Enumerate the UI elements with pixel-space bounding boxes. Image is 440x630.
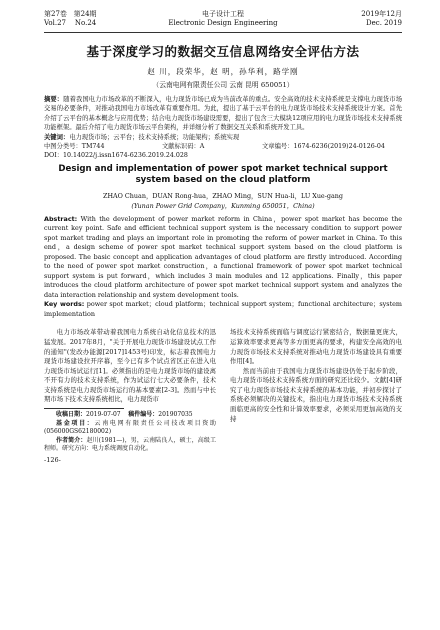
abstract-cn-block <box>44 95 402 142</box>
running-header <box>44 10 402 32</box>
doi: DOI：10.14022/j.issn1674-6236.2019.24.028 <box>44 152 188 160</box>
paper-title-cn: 基于深度学习的数据交互信息网络安全评估方法 <box>86 44 360 59</box>
abstract-cn: 摘要：随着我国电力市场改革的不断深入，电力现货市场已成为当前改革的重点。安全高效的技术支持系统是支撑电力现货市场交易的必要条件，对推动我国电力市场改革有重要作用。为此，提出了基于云平台的电力现货市场技术支持系统设计方案。首先介绍了云平台的基本概念与应用优势；结合电力现货市场建设需要，提出了包含三大模块12项应用的电力现货市场技术支持系统功能框架。最后介绍了电力现货市场云平台架构，并详细分析了数据交互关系和系统开发工具。 <box>44 96 403 132</box>
body-column-left <box>44 328 216 465</box>
abstract-en: Abstract: With the development of power market reform in China，power spot market has become the current key point. Safe and efficient technical support system is the necessary condition to support power spot market trading and plays an important role in promoting the reform of power market in China. To this end，a design scheme of power spot market technical support system based on the cloud platform is proposed. The basic concept and application advantages of cloud platform are firstly introduced. According to the need of power spot market construction，a functional framework of power spot market technical support system is put forward，which includes 3 main modules and 12 applications. Finally，this paper introduces the cloud platform architecture of power spot market technical support system and analyzes the data interaction relationship and system development tools. <box>44 214 402 299</box>
journal-volume: 第27卷 第24期 Vol.27 No.24 <box>44 10 97 27</box>
paper-title-en: Design and implementation of power spot market technical support system based on the cloud platform <box>58 163 388 185</box>
page-number: -126- <box>44 456 61 465</box>
journal-date: 2019年12月 Dec. 2019 <box>361 10 402 27</box>
authors-en: ZHAO Chuan，DUAN Rong-hua，ZHAO Ming，SUN Hua-li，LU Xue-gang <box>103 191 343 200</box>
body-paragraph: 然而当前由于我国电力现货市场建设仍处于起步阶段，电力现货市场技术支持系统方面的研究还比较少。文献[4]研究了电力现货市场技术支持系统的基本功能，并初步探讨了系统必须解决的关键技术，指出电力现货市场技术支持系统面临更高的安全性和计算效率要求，必须采用更加高效的支持 <box>230 366 402 423</box>
paper-page <box>0 10 440 630</box>
body-paragraph: 电力市场改革带动着我国电力系统自动化信息技术的迅猛发展。2017年8月，"关于开展电力现货市场建设试点工作的通知"(发改办能源[2017]1453号)印发，标志着我国电力现货市场建设拉开序幕，至今已有多个试点省区正在进入电力现货市场试运行[1]。必须指出的是电力现货市场的建设离不开有力的技术支持系统，作为试运行七大必要条件，技术支持系统是电力现货市场运行的基本要素[2-3]。然而与中长期市场下技术支持系统相比，电力现货市 <box>44 328 216 404</box>
clc-number: 中图分类号：TM744 <box>44 143 105 151</box>
keywords-en: Key words: power spot market；cloud platform；technical support system；functional architecture；system implementation <box>44 300 402 318</box>
footnote-rule <box>44 408 124 409</box>
article-number: 文章编号：1674-6236(2019)24-0126-04 <box>262 143 385 151</box>
header-rule <box>44 32 402 33</box>
authors-cn: 赵 川，段荣华，赵 明，孙华利，路学刚 <box>147 67 299 76</box>
affiliation-cn: （云南电网有限责任公司 云南 昆明 650051） <box>152 81 294 89</box>
footnote-fund: 基金项目：云南电网有限责任公司技改项目资助(056000GS62180002) <box>44 419 216 436</box>
document-code: 文献标识码：A <box>162 143 205 151</box>
body-columns <box>44 328 402 465</box>
journal-name: 电子设计工程 Electronic Design Engineering <box>168 10 278 27</box>
abstract-en-block <box>44 215 402 320</box>
footnote-dates: 收稿日期：2019-07-07 稿件编号：201907035 <box>56 411 193 419</box>
classification-row <box>44 142 402 151</box>
footnote <box>44 411 216 454</box>
affiliation-en: (Yunan Power Grid Company，Kunming 650051，China) <box>131 201 315 210</box>
body-paragraph: 场技术支持系统面临与调度运行紧密结合，数据量更庞大，运算效率要求更高等多方面更高的要求，构建安全高效的电力现货市场技术支持系统对推动电力现货市场建设具有重要作用[4]。 <box>230 328 402 366</box>
doi-row <box>44 151 402 160</box>
body-column-right <box>230 328 402 465</box>
keywords-cn: 关键词：电力现货市场；云平台；技术支持系统；功能架构；系统实现 <box>44 133 240 141</box>
footnote-author: 作者简介：赵川(1981—)，男，云南陆良人，硕士，高级工程师。研究方向：电力系统调度自动化。 <box>44 436 216 453</box>
